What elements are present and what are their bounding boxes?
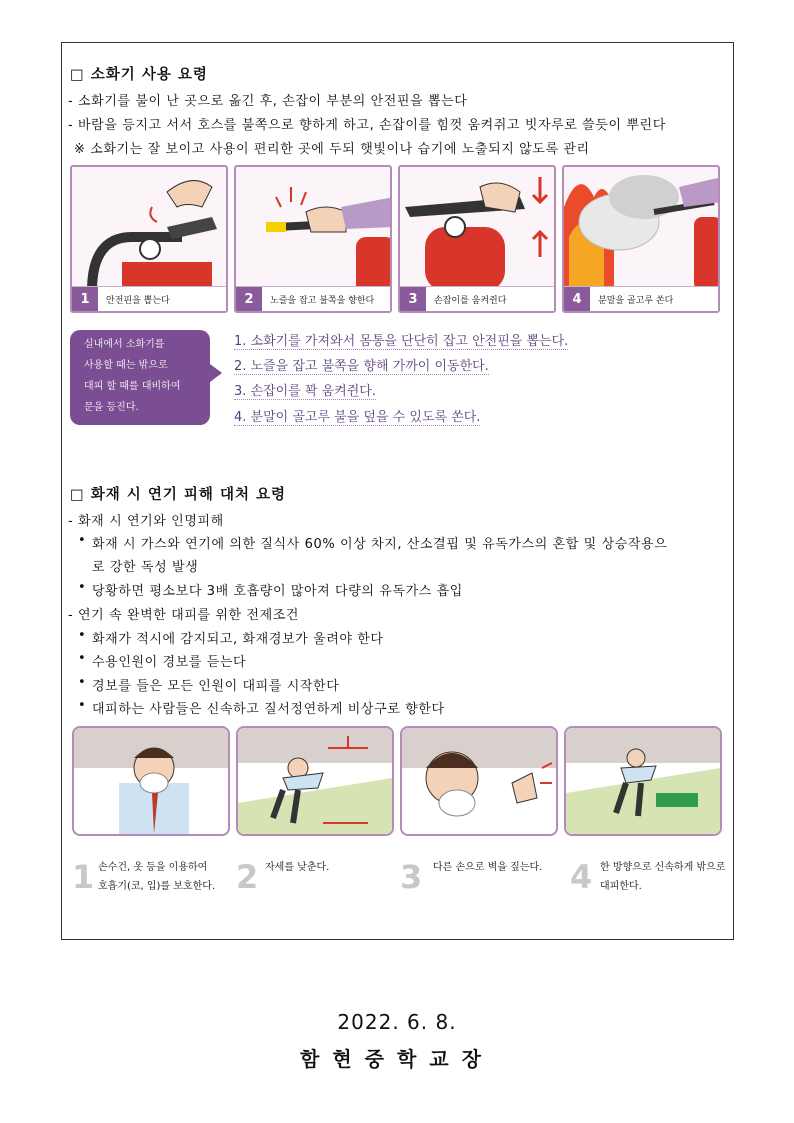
section2-bullet: • 수용인원이 경보를 듣는다 — [92, 651, 246, 670]
section2-bullet: • 화재 시 가스와 연기에 의한 질식사 60% 이상 차지, 산소결핍 및 유독가스의 혼합 및 상승작용으 — [92, 533, 667, 552]
tip-line: 문을 등진다. — [84, 402, 139, 413]
usage-step-3: 3. 손잡이를 꽉 움켜쥔다. — [234, 380, 376, 400]
pull-pin-illustration — [72, 167, 228, 291]
step-number: 4 — [564, 287, 590, 311]
section2-bullet: • 경보를 들은 모든 인원이 대피를 시작한다 — [92, 675, 339, 694]
stay-low-illustration — [238, 728, 392, 834]
evac-step-number: 1 — [72, 858, 95, 896]
touch-wall-illustration — [402, 728, 556, 834]
panel-caption: 노즐을 잡고 불쪽을 향한다 — [270, 295, 375, 306]
evac-step-line: 손수건, 옷 등을 이용하여 — [98, 862, 208, 873]
section1-line-1: - 소화기를 불이 난 곳으로 옮긴 후, 손잡이 부분의 안전핀을 뽑는다 — [68, 94, 468, 109]
panel-caption: 손잡이를 움켜쥔다 — [434, 295, 507, 306]
section2-title: □ 화재 시 연기 피해 대처 요령 — [70, 487, 287, 503]
usage-step-1: 1. 소화기를 가져와서 몸통을 단단히 잡고 안전핀을 뽑는다. — [234, 330, 568, 350]
content-frame — [61, 42, 734, 940]
extinguisher-panel-3 — [398, 165, 556, 313]
extinguisher-panel-2 — [234, 165, 392, 313]
section2-bullet: • 대피하는 사람들은 신속하고 질서정연하게 비상구로 향한다 — [92, 698, 445, 717]
evac-step-line: 한 방향으로 신속하게 밖으로 — [600, 862, 726, 873]
step-number: 2 — [236, 287, 262, 311]
evacuate-exit-illustration — [566, 728, 720, 834]
signer-name: 함현중학교장 — [300, 1047, 494, 1071]
evac-step-number: 4 — [570, 858, 593, 896]
evacuation-panel-3 — [400, 726, 558, 836]
section2-sub-1: - 화재 시 연기와 인명피해 — [68, 514, 224, 529]
evac-step-text — [98, 858, 215, 896]
evacuation-panel-4 — [564, 726, 722, 836]
step-number: 3 — [400, 287, 426, 311]
section2-bullet-cont: 로 강한 독성 발생 — [92, 560, 199, 575]
evacuation-panel-2 — [236, 726, 394, 836]
evac-step-number: 2 — [236, 858, 259, 896]
evac-step-line: 다른 손으로 벽을 짚는다. — [433, 862, 543, 873]
section1-title: □ 소화기 사용 요령 — [70, 67, 208, 83]
document-date: 2022. 6. 8. — [337, 1010, 457, 1034]
panel-caption: 분말을 골고루 쏜다 — [598, 295, 674, 306]
tip-line: 실내에서 소화기를 — [84, 339, 165, 350]
evac-step-text — [265, 858, 329, 877]
panel-caption: 안전핀을 뽑는다 — [106, 295, 170, 306]
aim-nozzle-illustration — [236, 167, 392, 291]
spray-powder-illustration — [564, 167, 720, 291]
cover-mouth-illustration — [74, 728, 228, 834]
section2-bullet: • 당황하면 평소보다 3배 호흡량이 많아져 다량의 유독가스 흡입 — [92, 580, 463, 599]
squeeze-handle-illustration — [400, 167, 556, 291]
section2-bullet: • 화재가 적시에 감지되고, 화재경보가 울려야 한다 — [92, 628, 384, 647]
usage-step-4: 4. 분말이 골고루 불을 덮을 수 있도록 쏜다. — [234, 406, 480, 426]
usage-step-2: 2. 노즐을 잡고 불쪽을 향해 가까이 이동한다. — [234, 355, 489, 375]
evacuation-panel-1 — [72, 726, 230, 836]
evac-step-line: 대피한다. — [600, 881, 642, 892]
step-number: 1 — [72, 287, 98, 311]
extinguisher-panel-1 — [70, 165, 228, 313]
tip-line: 대피 할 때를 대비하여 — [84, 381, 181, 392]
section1-note-line: ※ 소화기는 잘 보이고 사용이 편리한 곳에 두되 햇빛이나 습기에 노출되지 않도록 관리 — [74, 142, 590, 157]
evac-step-number: 3 — [400, 858, 423, 896]
tip-line: 사용할 때는 밖으로 — [84, 360, 168, 371]
indoor-tip-callout — [70, 330, 210, 425]
extinguisher-panel-4 — [562, 165, 720, 313]
evac-step-line: 호흡기(코, 입)를 보호한다. — [98, 881, 216, 892]
section1-line-2: - 바람을 등지고 서서 호스를 불쪽으로 향하게 하고, 손잡이를 힘껏 움켜쥐고 빗자루로 쓸듯이 뿌린다 — [68, 118, 666, 133]
evac-step-line: 자세를 낮춘다. — [265, 862, 330, 873]
evac-step-text — [433, 858, 542, 877]
section2-sub-2: - 연기 속 완벽한 대피를 위한 전제조건 — [68, 608, 300, 623]
evac-step-text — [600, 858, 725, 896]
